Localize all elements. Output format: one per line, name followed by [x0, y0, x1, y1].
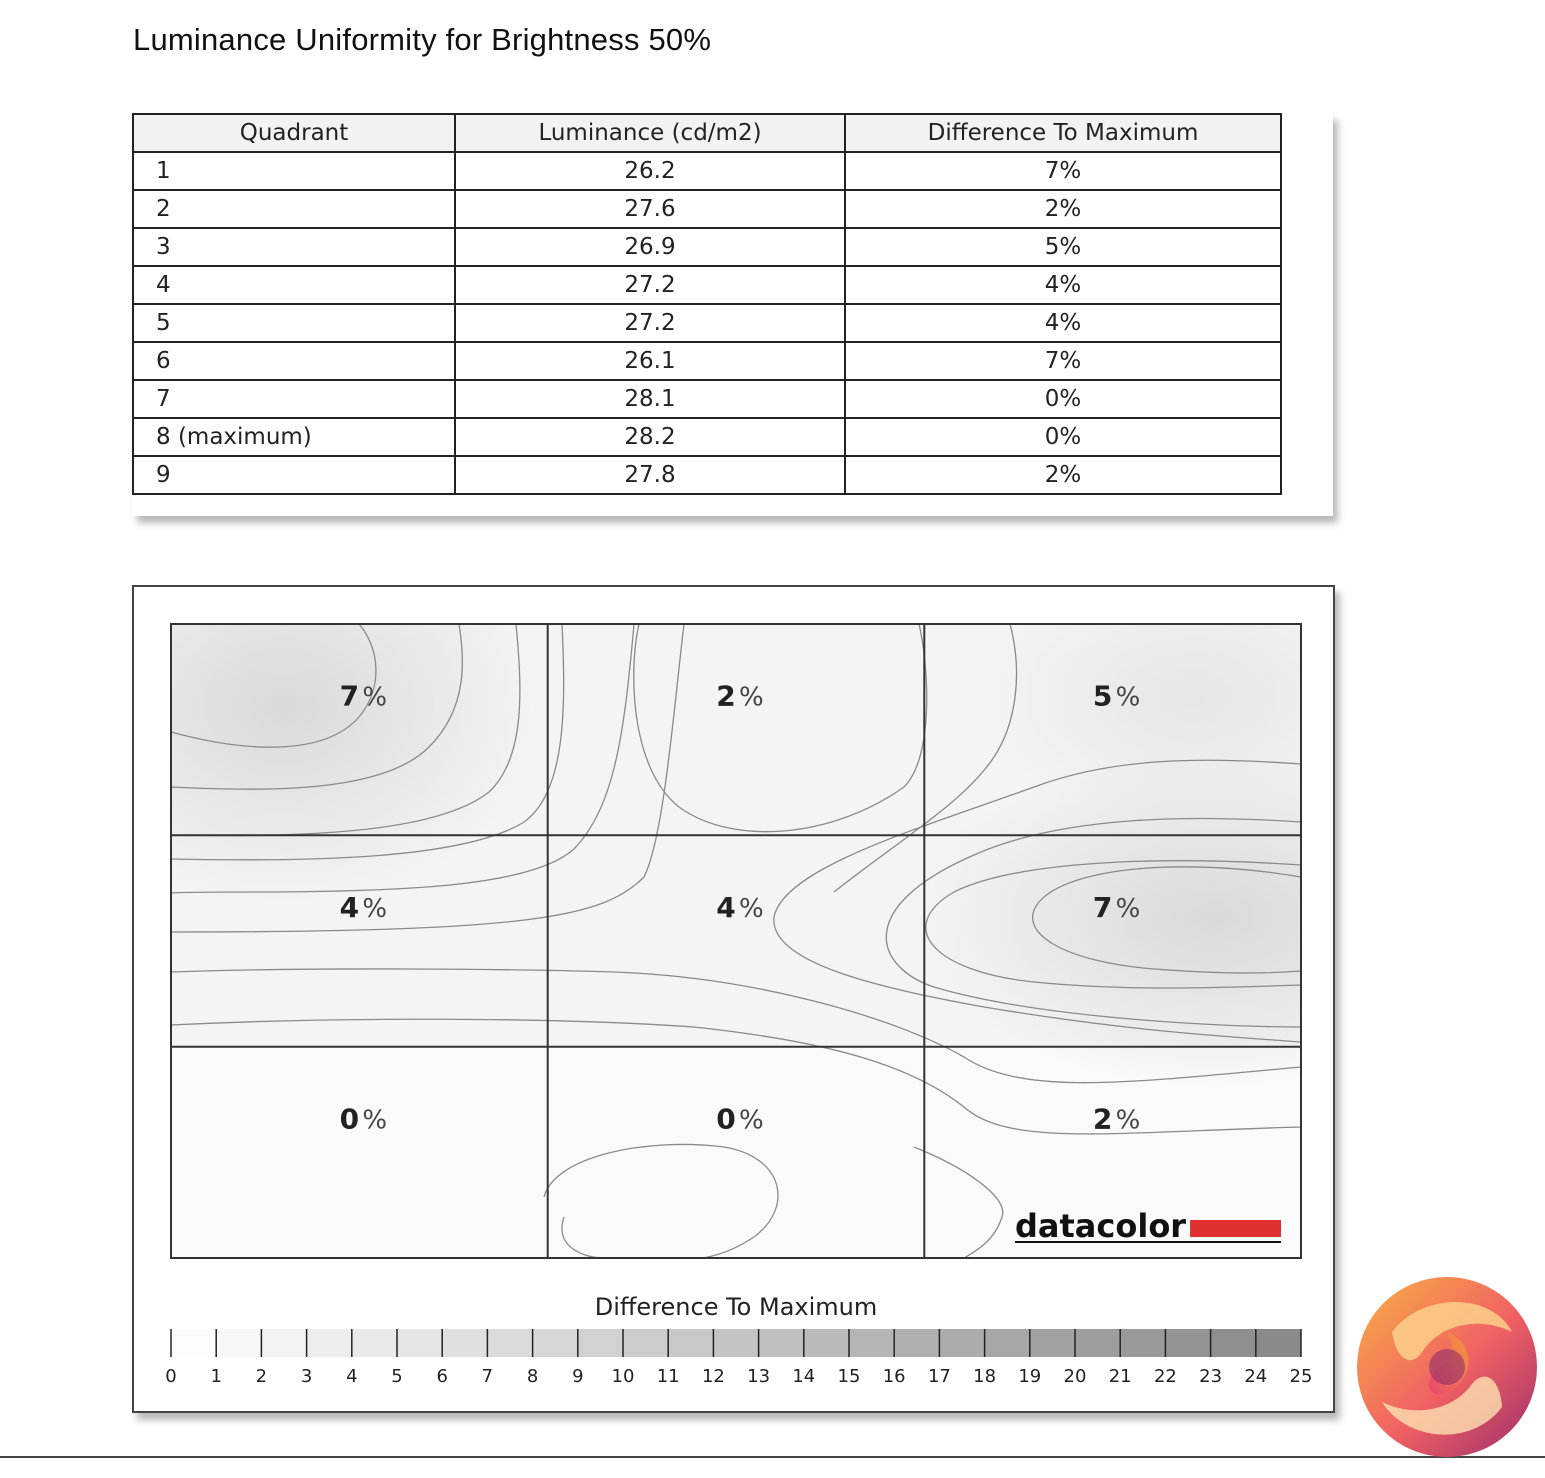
- cell-unit-label: %: [362, 894, 388, 924]
- quadrant-cell: 8 (maximum): [133, 418, 455, 456]
- difference-cell: 0%: [845, 380, 1281, 418]
- cell-unit-label: %: [1115, 1105, 1141, 1136]
- colorscale-swatch: [307, 1329, 353, 1357]
- luminance-cell: 27.2: [455, 304, 845, 342]
- table-row: [133, 190, 1281, 228]
- colorscale-swatch: [894, 1329, 940, 1357]
- colorscale-tick-label: 24: [1244, 1366, 1268, 1387]
- colorscale-swatch: [1211, 1329, 1257, 1357]
- difference-cell: 7%: [845, 342, 1281, 380]
- table-header-row: [133, 114, 1281, 152]
- colorscale-tick-label: 4: [346, 1366, 358, 1387]
- luminance-cell: 27.6: [455, 190, 845, 228]
- cell-value-label: 0: [716, 1102, 736, 1136]
- luminance-cell: 27.2: [455, 266, 845, 304]
- colorscale-tick-label: 17: [927, 1366, 951, 1387]
- colorscale-tick-label: 21: [1108, 1366, 1132, 1387]
- luminance-cell: 26.9: [455, 228, 845, 266]
- difference-cell: 4%: [845, 304, 1281, 342]
- colorscale-swatch: [623, 1329, 669, 1357]
- colorscale-tick-label: 8: [526, 1366, 539, 1387]
- colorscale-swatch: [171, 1329, 217, 1357]
- colorscale-swatch: [849, 1329, 895, 1357]
- table-row: [133, 266, 1281, 304]
- table-row: [133, 380, 1281, 418]
- brand-accent-bar: [1190, 1220, 1281, 1237]
- quadrant-cell: 4: [133, 266, 455, 304]
- quadrant-cell: 6: [133, 342, 455, 380]
- cell-value-label: 2: [1092, 1102, 1113, 1136]
- table-row: [133, 456, 1281, 494]
- luminance-table: [132, 113, 1282, 495]
- colorscale-swatch: [668, 1329, 714, 1357]
- colorscale-tick-label: 5: [391, 1366, 403, 1387]
- cell-value-label: 7: [339, 679, 360, 713]
- colorscale-swatch: [1030, 1329, 1076, 1357]
- colorscale-tick-label: 6: [436, 1366, 448, 1387]
- cell-value-label: 2: [716, 679, 736, 713]
- cell-unit-label: %: [739, 894, 764, 924]
- colorscale-tick-label: 20: [1063, 1366, 1087, 1387]
- colorscale-tick-label: 12: [701, 1366, 725, 1387]
- table-row: [133, 228, 1281, 266]
- luminance-table-container: [132, 113, 1333, 516]
- quadrant-cell: 3: [133, 228, 455, 266]
- header-difference: Difference To Maximum: [845, 114, 1281, 152]
- cell-unit-label: %: [362, 1105, 388, 1136]
- luminance-cell: 26.1: [455, 342, 845, 380]
- colorscale-tick-label: 11: [656, 1366, 680, 1387]
- colorscale-tick-label: 14: [792, 1366, 816, 1387]
- colorscale-swatch: [487, 1329, 533, 1357]
- luminance-cell: 27.8: [455, 456, 845, 494]
- quadrant-cell: 9: [133, 456, 455, 494]
- cell-unit-label: %: [1115, 894, 1141, 924]
- colorscale-tick-label: 0: [165, 1366, 177, 1387]
- colorscale-swatch: [442, 1329, 488, 1357]
- cell-value-label: 7: [1092, 891, 1113, 924]
- cell-unit-label: %: [739, 1105, 764, 1136]
- table-row: [133, 418, 1281, 456]
- cell-value-label: 0: [339, 1102, 360, 1136]
- colorscale-tick-label: 25: [1289, 1366, 1313, 1387]
- luminance-cell: 28.2: [455, 418, 845, 456]
- uniformity-chart-panel: [132, 585, 1335, 1413]
- cell-unit-label: %: [362, 682, 388, 713]
- colorscale-tick-label: 23: [1199, 1366, 1223, 1387]
- cell-value-label: 5: [1092, 679, 1113, 713]
- table-row: [133, 342, 1281, 380]
- difference-cell: 5%: [845, 228, 1281, 266]
- quadrant-cell: 2: [133, 190, 455, 228]
- colorscale-swatch: [1120, 1329, 1166, 1357]
- colorscale-swatch: [759, 1329, 805, 1357]
- header-luminance: Luminance (cd/m2): [455, 114, 845, 152]
- colorscale-tick-label: 15: [837, 1366, 861, 1387]
- luminance-cell: 28.1: [455, 380, 845, 418]
- colorscale-swatch: [352, 1329, 398, 1357]
- cell-value-label: 4: [339, 891, 360, 924]
- difference-cell: 7%: [845, 152, 1281, 190]
- colorscale-tick-label: 1: [210, 1366, 222, 1387]
- uniformity-chart: [134, 587, 1333, 1411]
- footer-divider: [0, 1456, 1545, 1458]
- colorscale-tick-label: 2: [255, 1366, 268, 1387]
- colorscale-tick-label: 9: [572, 1366, 584, 1387]
- colorscale-tick-label: 13: [747, 1366, 771, 1387]
- colorscale-tick-label: 16: [882, 1366, 906, 1387]
- colorscale-swatch: [1075, 1329, 1121, 1357]
- colorscale-swatch: [397, 1329, 443, 1357]
- difference-cell: 4%: [845, 266, 1281, 304]
- colorscale-swatch: [533, 1329, 579, 1357]
- luminance-cell: 26.2: [455, 152, 845, 190]
- difference-cell: 0%: [845, 418, 1281, 456]
- colorscale-swatch: [713, 1329, 759, 1357]
- colorscale-tick-label: 19: [1018, 1366, 1042, 1387]
- colorscale-swatch: [985, 1329, 1031, 1357]
- colorscale-swatch: [578, 1329, 624, 1357]
- colorscale-swatch: [939, 1329, 985, 1357]
- colorscale-tick-label: 3: [300, 1366, 313, 1387]
- colorscale-swatch: [804, 1329, 850, 1357]
- cell-value-label: 4: [716, 891, 736, 924]
- colorscale-swatch: [1165, 1329, 1211, 1357]
- colorscale-swatch: [216, 1329, 262, 1357]
- colorscale-tick-label: 22: [1153, 1366, 1177, 1387]
- swirl-logo-icon: [1352, 1272, 1542, 1462]
- colorscale-tick-label: 10: [611, 1366, 635, 1387]
- colorscale-swatch: [261, 1329, 307, 1357]
- cell-unit-label: %: [739, 682, 764, 713]
- table-row: [133, 152, 1281, 190]
- quadrant-cell: 5: [133, 304, 455, 342]
- colorscale-title: Difference To Maximum: [594, 1293, 878, 1321]
- colorscale-tick-label: 7: [481, 1366, 494, 1387]
- header-quadrant: Quadrant: [133, 114, 455, 152]
- page-title: Luminance Uniformity for Brightness 50%: [133, 22, 712, 57]
- colorscale-tick-label: 18: [973, 1366, 997, 1387]
- difference-cell: 2%: [845, 190, 1281, 228]
- table-row: [133, 304, 1281, 342]
- quadrant-cell: 7: [133, 380, 455, 418]
- difference-cell: 2%: [845, 456, 1281, 494]
- brand-text: datacolor: [1015, 1207, 1187, 1245]
- quadrant-cell: 1: [133, 152, 455, 190]
- colorscale: [165, 1329, 1312, 1387]
- cell-unit-label: %: [1115, 682, 1141, 713]
- colorscale-swatch: [1256, 1329, 1302, 1357]
